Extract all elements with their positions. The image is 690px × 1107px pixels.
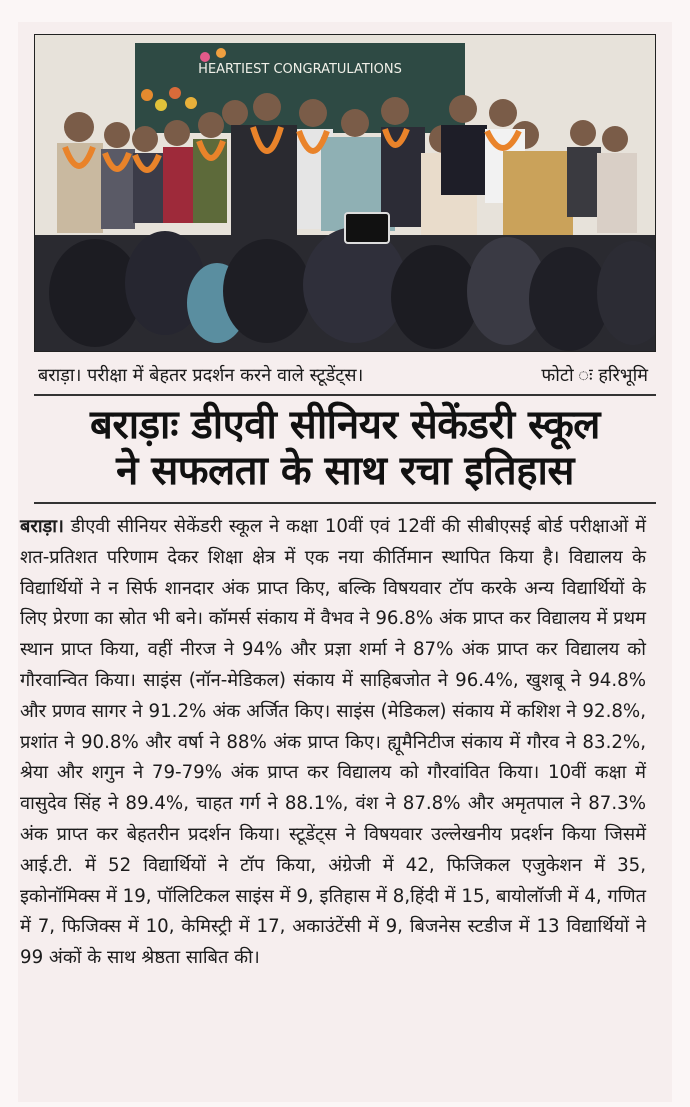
event-photo xyxy=(34,34,656,352)
article-dateline: बराड़ा। xyxy=(20,516,64,537)
headline xyxy=(18,402,672,494)
chalkboard xyxy=(135,43,465,133)
photo-caption-bar xyxy=(34,356,656,396)
board-text: HEARTIEST CONGRATULATIONS xyxy=(198,62,402,77)
photo-credit: फोटो ः हरिभूमि xyxy=(541,365,648,386)
headline-line-2: ने सफलता के साथ रचा इतिहास xyxy=(116,448,574,494)
article-text: डीएवी सीनियर सेकेंडरी स्कूल ने कक्षा 10वीं एवं 12वीं की सीबीएसई बोर्ड परीक्षाओं में शत-प्रतिशत परिणाम देकर शिक्षा क्षेत्र में एक नया कीर्तिमान स्थापित किया है। विद्यालय के विद्यार्थियों ने न सिर्फ शानदार अंक प्राप्त किए, बल्कि विषयवार टॉप करके अन्य विद्यार्थियों के लिए प्रेरणा का स्रोत भी बने। कॉमर्स संकाय में वैभव ने 96.8% अंक प्राप्त कर विद्यालय में प्रथम स्थान प्राप्त किया, वहीं नीरज ने 94% और प्रज्ञा शर्मा ने 87% अंक प्राप्त कर विद्यालय को गौरवान्वित किया। साइंस (नॉन-मेडिकल) संकाय में साहिबजोत ने 96.4%, खुशबू ने 94.8% और प्रणव सागर ने 91.2% अंक अर्जित किए। साइंस (मेडिकल) संकाय में कशिश ने 92.8%, प्रशांत ने 90.8% और वर्षा ने 88% अंक प्राप्त किए। ह्यूमैनिटीज संकाय में गौरव ने 83.2%, श्रेया और शगुन ने 79-79% अंक प्राप्त कर विद्यालय को गौरवांवित किया। 10वीं कक्षा में वासुदेव सिंह ने 89.4%, चाहत गर्ग ने 88.1%, वंश ने 87.8% और अमृतपाल ने 87.3% अंक प्राप्त कर बेहतरीन प्रदर्शन किया। स्टूडेंट्स ने विषयवार उल्लेखनीय प्रदर्शन किया जिसमें आई.टी. में 52 विद्यार्थियों ने टॉप किया, अंग्रेजी में 42, फिजिकल एजुकेशन में 35, इकोनॉमिक्स में 19, पॉलिटिकल साइंस में 9, इतिहास में 8,हिंदी में 15, बायोलॉजी में 4, गणित में 7, फिजिक्स में 10, केमिस्ट्री में 17, अकाउंटेंसी में 9, बिजनेस स्टडीज में 13 विद्यार्थियों ने 99 अंकों के साथ श्रेष्ठता साबित की। xyxy=(20,516,646,969)
headline-divider xyxy=(34,502,656,504)
newspaper-clipping xyxy=(18,22,672,1102)
phone-camera xyxy=(345,213,389,243)
article-body xyxy=(20,512,646,974)
headline-line-1: बराड़ाः डीएवी सीनियर सेकेंडरी स्कूल xyxy=(90,402,600,448)
photo-caption: बराड़ा। परीक्षा में बेहतर प्रदर्शन करने वाले स्टूडेंट्स। xyxy=(38,365,364,386)
photo-illustration xyxy=(35,35,656,352)
